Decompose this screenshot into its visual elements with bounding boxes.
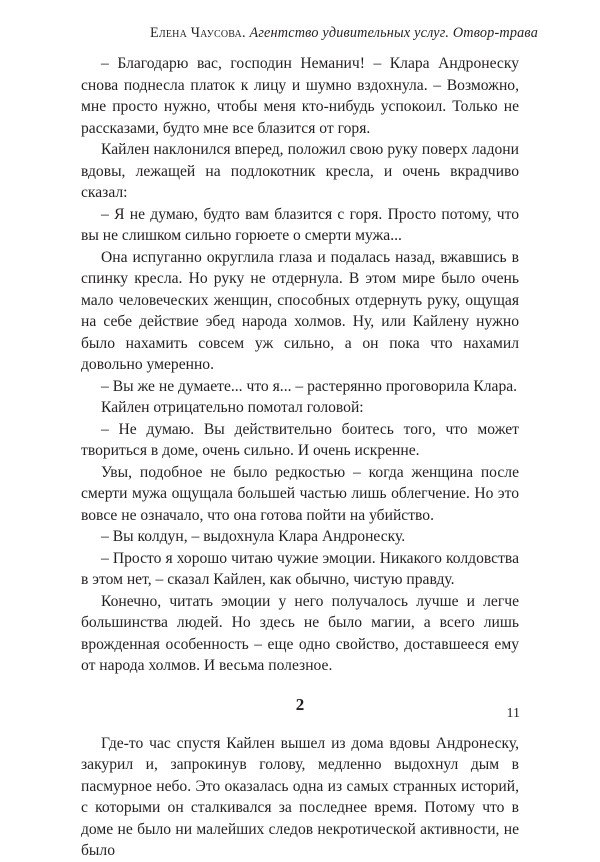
paragraph: – Просто я хорошо читаю чужие эмоции. Никакого колдовства в этом нет, – сказал Кайлен, как обычно, чистую правду. <box>81 549 519 588</box>
paragraph: Она испуганно округлила глаза и подалась назад, вжавшись в спинку кресла. Но руку не отдернула. В этом мире было очень мало человеческих женщин, способных отдернуть руку, ощущая на себе действие эбед народа холмов. Ну, или Кайлену нужно было нахамить совсем уж сильно, а он пока что нахамил довольно умеренно. <box>81 248 519 373</box>
paragraph: Кайлен наклонился вперед, положил свою руку поверх ладони вдовы, лежащей на подлокотник кресла, и очень вкрадчиво сказал: <box>81 141 519 201</box>
running-head-title: Агентство удивительных услуг. Отвор-трава <box>249 25 538 41</box>
paragraph: – Вы колдун, – выдохнула Клара Андронеску. <box>101 528 406 545</box>
paragraph: Где-то час спустя Кайлен вышел из дома вдовы Андронеску, закурил и, запрокинув голову, медленно выдохнул дым в пасмурное небо. Это оказалась одна из самых странных историй, с которыми он сталкивался за последнее время. Потому что в доме не было ни малейших следов некротической активности, не было <box>81 734 519 859</box>
paragraph: – Я не думаю, будто вам блазится с горя. Просто потому, что вы не слишком сильно горюете о смерти мужа... <box>81 205 519 244</box>
running-head-author: Елена Чаусова. <box>150 25 246 41</box>
running-head <box>60 25 538 42</box>
paragraph: Конечно, читать эмоции у него получалось лучше и легче большинства людей. Но здесь не было магии, а всего лишь врожденная особенность – еще одно свойство, доставшееся ему от народа холмов. И весьма полезное. <box>81 592 519 674</box>
paragraph: – Не думаю. Вы действительно боитесь того, что может твориться в доме, очень сильно. И очень искренне. <box>81 420 519 459</box>
paragraph: Кайлен отрицательно помотал головой: <box>101 399 364 416</box>
chapter-number: 2 <box>295 694 305 714</box>
paragraph: – Благодарю вас, господин Неманич! – Клара Андронеску снова поднесла платок к лицу и шумно вздохнула. – Возможно, мне просто нужно, чтобы меня кто-нибудь успокоил. Только не рассказами, будто мне все блазится от горя. <box>81 55 519 137</box>
body-text <box>81 53 519 862</box>
paragraph: Увы, подобное не было редкостью – когда женщина после смерти мужа ощущала большей частью лишь облегчение. Но это вовсе не означало, что она готова пойти на убийство. <box>81 463 519 524</box>
page-number: 11 <box>506 706 520 721</box>
paragraph: – Вы же не думаете... что я... – растерянно проговорила Клара. <box>101 377 518 395</box>
